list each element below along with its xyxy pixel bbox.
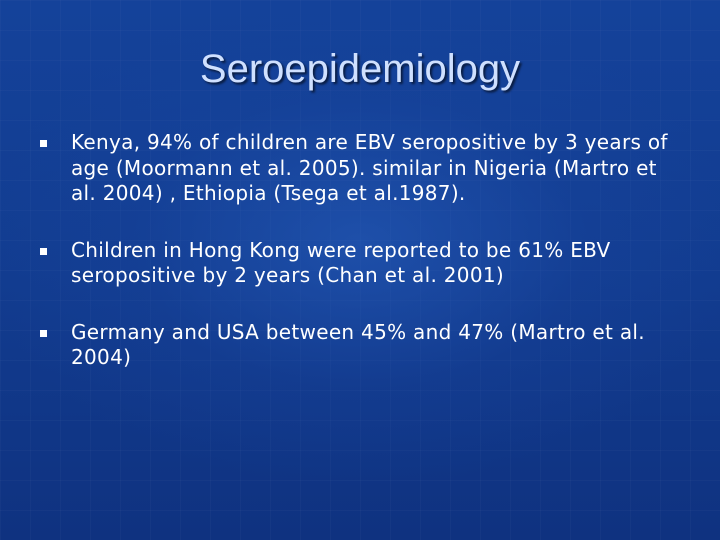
bullet-item-germany-usa bbox=[40, 320, 680, 371]
bullet-text: Kenya, 94% of children are EBV seropositive by 3 years of age (Moormann et al. 2005). similar in Nigeria (Martro et al. 2004) , Ethiopia (Tsega et al.1987). bbox=[71, 130, 668, 205]
bullet-item-hong-kong bbox=[40, 238, 680, 289]
bullet-text: Germany and USA between 45% and 47% (Martro et al. 2004) bbox=[71, 319, 645, 369]
square-bullet-icon bbox=[40, 248, 47, 255]
slide-title: Seroepidemiology bbox=[199, 47, 521, 91]
square-bullet-icon bbox=[40, 330, 47, 337]
square-bullet-icon bbox=[40, 140, 47, 147]
bullet-text: Children in Hong Kong were reported to be 61% EBV seropositive by 2 years (Chan et al. 2001) bbox=[71, 237, 611, 287]
bullet-list bbox=[40, 130, 680, 371]
bullet-item-kenya bbox=[40, 130, 680, 207]
